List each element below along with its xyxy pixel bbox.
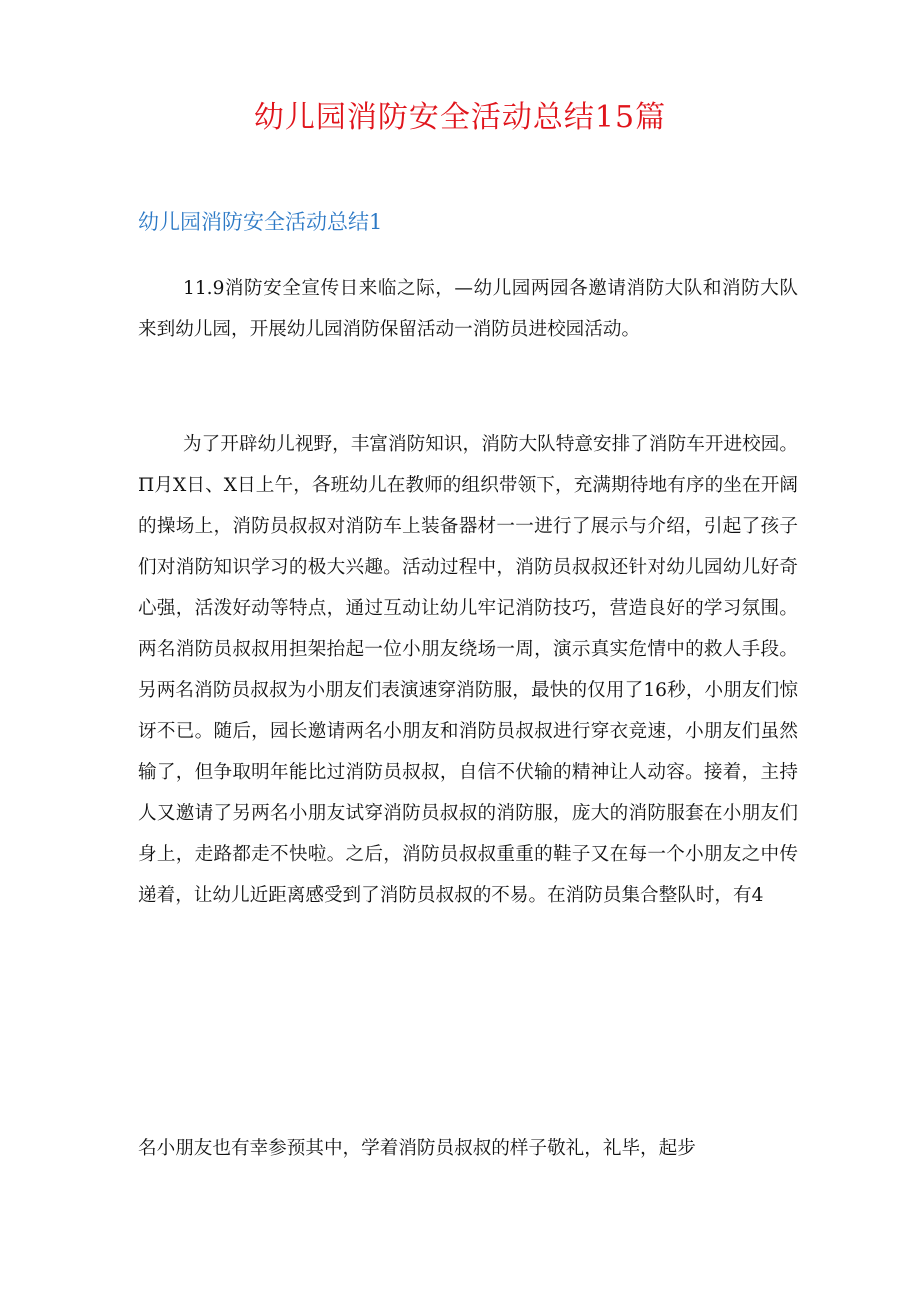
section-heading: 幼儿园消防安全活动总结1 [138,210,383,234]
document-title: 幼儿园消防安全活动总结15篇 [253,100,667,135]
paragraph-3: 名小朋友也有幸参预其中，学着消防员叔叔的样子敬礼，礼毕，起步 [138,1138,696,1159]
paragraph-1: 11.9消防安全宣传日来临之际，—幼儿园两园各邀请消防大队和消防大队来到幼儿园，开展幼儿园消防保留活动一消防员进校园活动。 [138,278,798,340]
paragraph-2: 为了开辟幼儿视野，丰富消防知识，消防大队特意安排了消防车开进校园。Π月X日、X日上午，各班幼儿在教师的组织带领下，充满期待地有序的坐在开阔的操场上，消防员叔叔对消防车上装备器材一一进行了展示与介绍，引起了孩子们对消防知识学习的极大兴趣。活动过程中，消防员叔叔还针对幼儿园幼儿好奇心强，活泼好动等特点，通过互动让幼儿牢记消防技巧，营造良好的学习氛围。两名消防员叔叔用担架抬起一位小朋友绕场一周，演示真实危情中的救人手段。另两名消防员叔叔为小朋友们表演速穿消防服，最快的仅用了16秒，小朋友们惊讶不已。随后，园长邀请两名小朋友和消防员叔叔进行穿衣竞速，小朋友们虽然输了，但争取明年能比过消防员叔叔，自信不伏输的精神让人动容。接着，主持人又邀请了另两名小朋友试穿消防员叔叔的消防服，庞大的消防服套在小朋友们身上，走路都走不快啦。之后，消防员叔叔重重的鞋子又在每一个小朋友之中传递着，让幼儿近距离感受到了消防员叔叔的不易。在消防员集合整队时，有4 [138,434,798,906]
